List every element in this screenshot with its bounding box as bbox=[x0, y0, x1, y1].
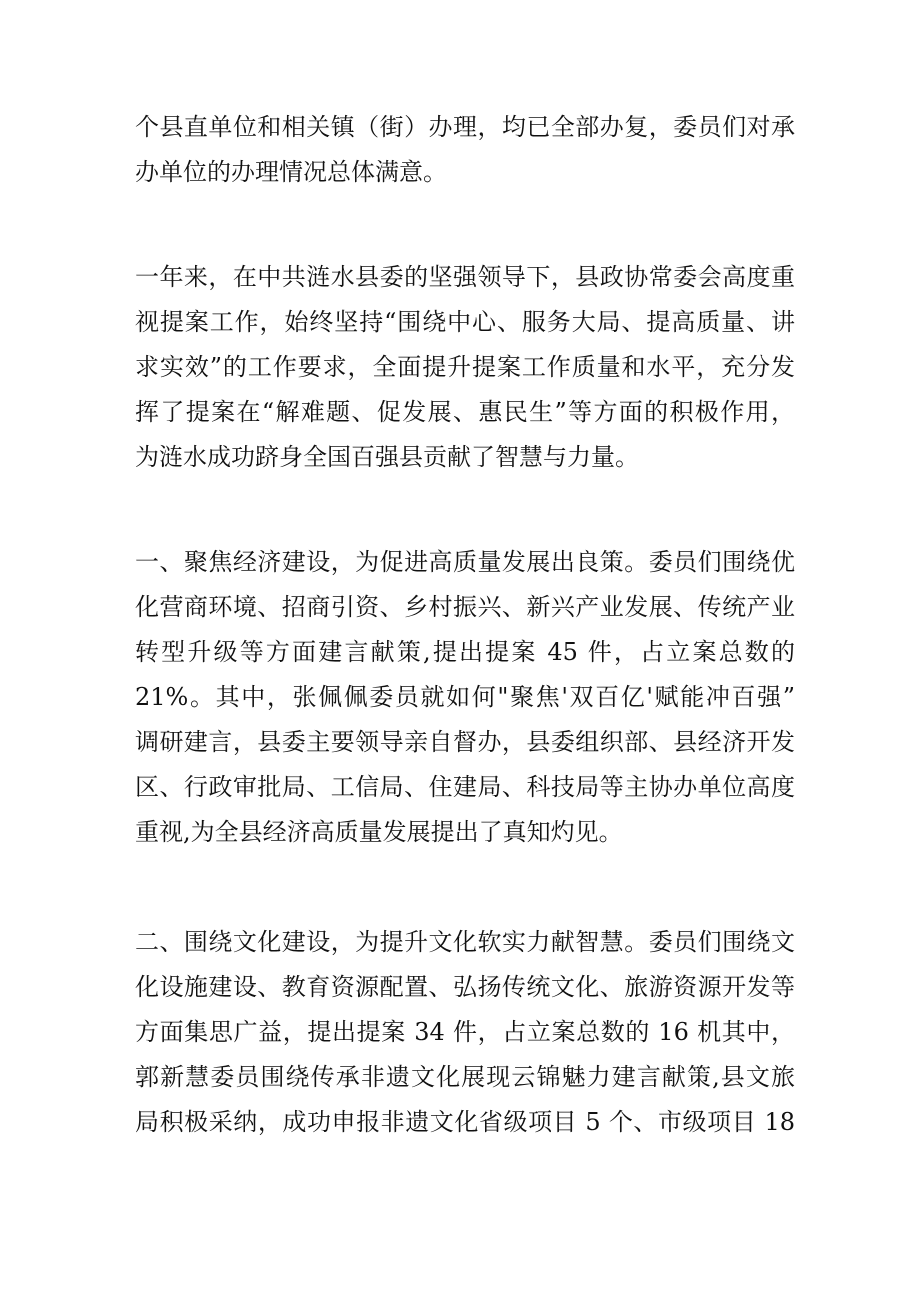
paragraph-4 bbox=[135, 920, 795, 1145]
paragraph-1 bbox=[135, 105, 795, 195]
paragraph-2 bbox=[135, 255, 795, 480]
paragraph-3 bbox=[135, 540, 795, 855]
text-line: 视提案工作，始终坚持“围绕中心、服务大局、提高质量、讲 bbox=[135, 308, 795, 336]
text-line: 二、围绕文化建设，为提升文化软实力献智慧。委员们围绕文 bbox=[135, 928, 795, 956]
text-line: 区、行政审批局、工信局、住建局、科技局等主协办单位高度 bbox=[135, 773, 795, 801]
text-line: 化设施建设、教育资源配置、弘扬传统文化、旅游资源开发等 bbox=[135, 973, 795, 1001]
text-line: 21%。其中，张佩佩委员就如何"聚焦'双百亿'赋能冲百强” bbox=[135, 683, 795, 711]
text-line: 转型升级等方面建言献策,提出提案 45 件，占立案总数的 bbox=[135, 638, 795, 666]
text-line: 求实效”的工作要求，全面提升提案工作质量和水平，充分发 bbox=[135, 353, 795, 381]
text-line: 重视,为全县经济高质量发展提出了真知灼见。 bbox=[135, 818, 623, 846]
text-line: 郭新慧委员围绕传承非遗文化展现云锦魅力建言献策,县文旅 bbox=[135, 1063, 795, 1091]
text-line: 化营商环境、招商引资、乡村振兴、新兴产业发展、传统产业 bbox=[135, 593, 795, 621]
text-line: 方面集思广益，提出提案 34 件，占立案总数的 16 机其中， bbox=[135, 1018, 795, 1046]
text-line: 个县直单位和相关镇（街）办理，均已全部办复，委员们对承 bbox=[135, 113, 795, 141]
text-line: 一年来，在中共涟水县委的坚强领导下，县政协常委会高度重 bbox=[135, 263, 795, 291]
text-line: 挥了提案在“解难题、促发展、惠民生”等方面的积极作用， bbox=[135, 398, 795, 426]
text-line: 办单位的办理情况总体满意。 bbox=[135, 158, 447, 186]
text-line: 调研建言，县委主要领导亲自督办，县委组织部、县经济开发 bbox=[135, 728, 795, 756]
text-line: 为涟水成功跻身全国百强县贡献了智慧与力量。 bbox=[135, 443, 639, 471]
text-line: 局积极采纳，成功申报非遗文化省级项目 5 个、市级项目 18 bbox=[135, 1108, 795, 1136]
text-line: 一、聚焦经济建设，为促进高质量发展出良策。委员们围绕优 bbox=[135, 548, 795, 576]
